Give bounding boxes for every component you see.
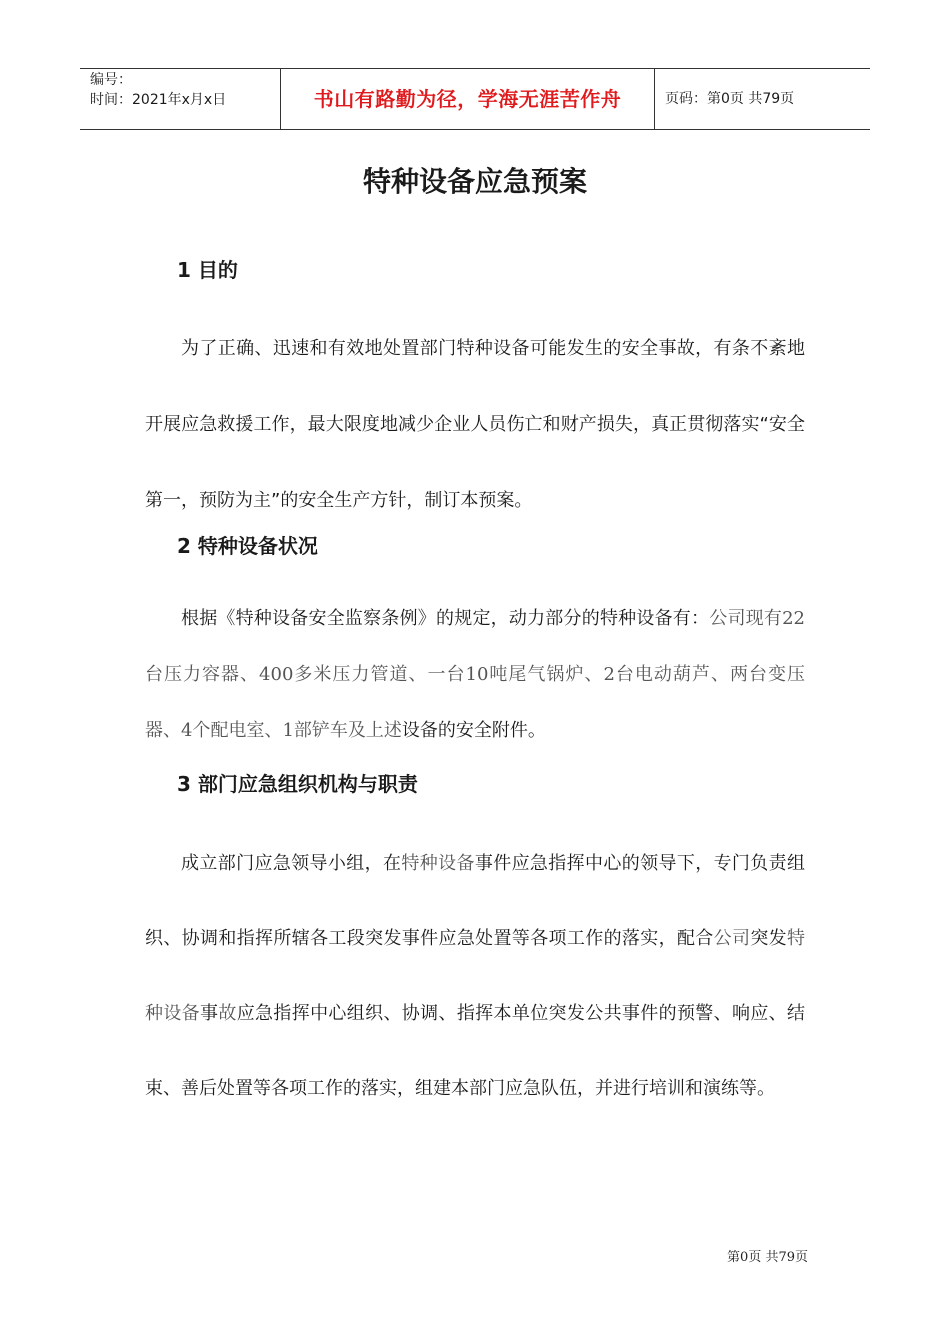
header-meta-cell bbox=[80, 69, 281, 129]
page-footer: 第0页 共79页 bbox=[727, 1250, 808, 1265]
paragraph-part: 故 bbox=[218, 1003, 237, 1024]
section-paragraph-purpose: 为了正确、迅速和有效地处置部门特种设备可能发生的安全事故，有条不紊地开展应急救援工作，最大限度地减少企业人员伤亡和财产损失，真正贯彻落实“安全第一，预防为主”的安全生产方针，制订本预案。 bbox=[145, 338, 805, 511]
section-heading-purpose: 1 目的 bbox=[177, 258, 238, 282]
header-motto: 书山有路勤为径，学海无涯苦作舟 bbox=[281, 69, 655, 129]
paragraph-part: 特种设备 bbox=[401, 853, 475, 874]
header-time-label: 时间：2021年x月x日 bbox=[90, 92, 227, 108]
paragraph-part: 公司 bbox=[713, 928, 751, 949]
document-title: 特种设备应急预案 bbox=[362, 165, 587, 198]
paragraph-part: 公司现有22台压力容器、400多米压力管道、一台10吨尾气锅炉、2台电动葫芦、两台变压器、4个配电室、1部铲车及上述 bbox=[145, 608, 805, 741]
paragraph-part: 成立部门应急领导小组，在 bbox=[181, 853, 402, 874]
section-paragraph-organization bbox=[145, 826, 805, 1126]
section-paragraph-equipment bbox=[145, 591, 805, 759]
paragraph-part: 事件应急指挥中心的领导下，专门负责组织、协调和指挥所辖各工段突发事件应急处置等各项工作的落实，配合 bbox=[145, 853, 806, 949]
section-heading-organization: 3 部门应急组织机构与职责 bbox=[177, 772, 418, 796]
header-number-label: 编号： bbox=[90, 72, 132, 88]
document-header bbox=[80, 68, 870, 130]
paragraph-part: 应急指挥中心组织、协调、指挥本单位突发公共事件的预警、响应、结束、善后处置等各项工作的落实，组建本部门应急队伍，并进行培训和演练等。 bbox=[145, 1003, 806, 1099]
paragraph-part: 事 bbox=[200, 1003, 219, 1024]
header-page-info: 页码：第0页 共79页 bbox=[665, 91, 795, 107]
paragraph-part: 根据《特种设备安全监察条例》的规定，动力部分的特种设备有： bbox=[181, 608, 710, 629]
paragraph-part: 突发 bbox=[750, 928, 787, 949]
section-heading-equipment: 2 特种设备状况 bbox=[177, 534, 318, 558]
paragraph-part: 特种设备 bbox=[145, 928, 805, 1024]
paragraph-part: 设备的安全附件。 bbox=[401, 720, 546, 741]
